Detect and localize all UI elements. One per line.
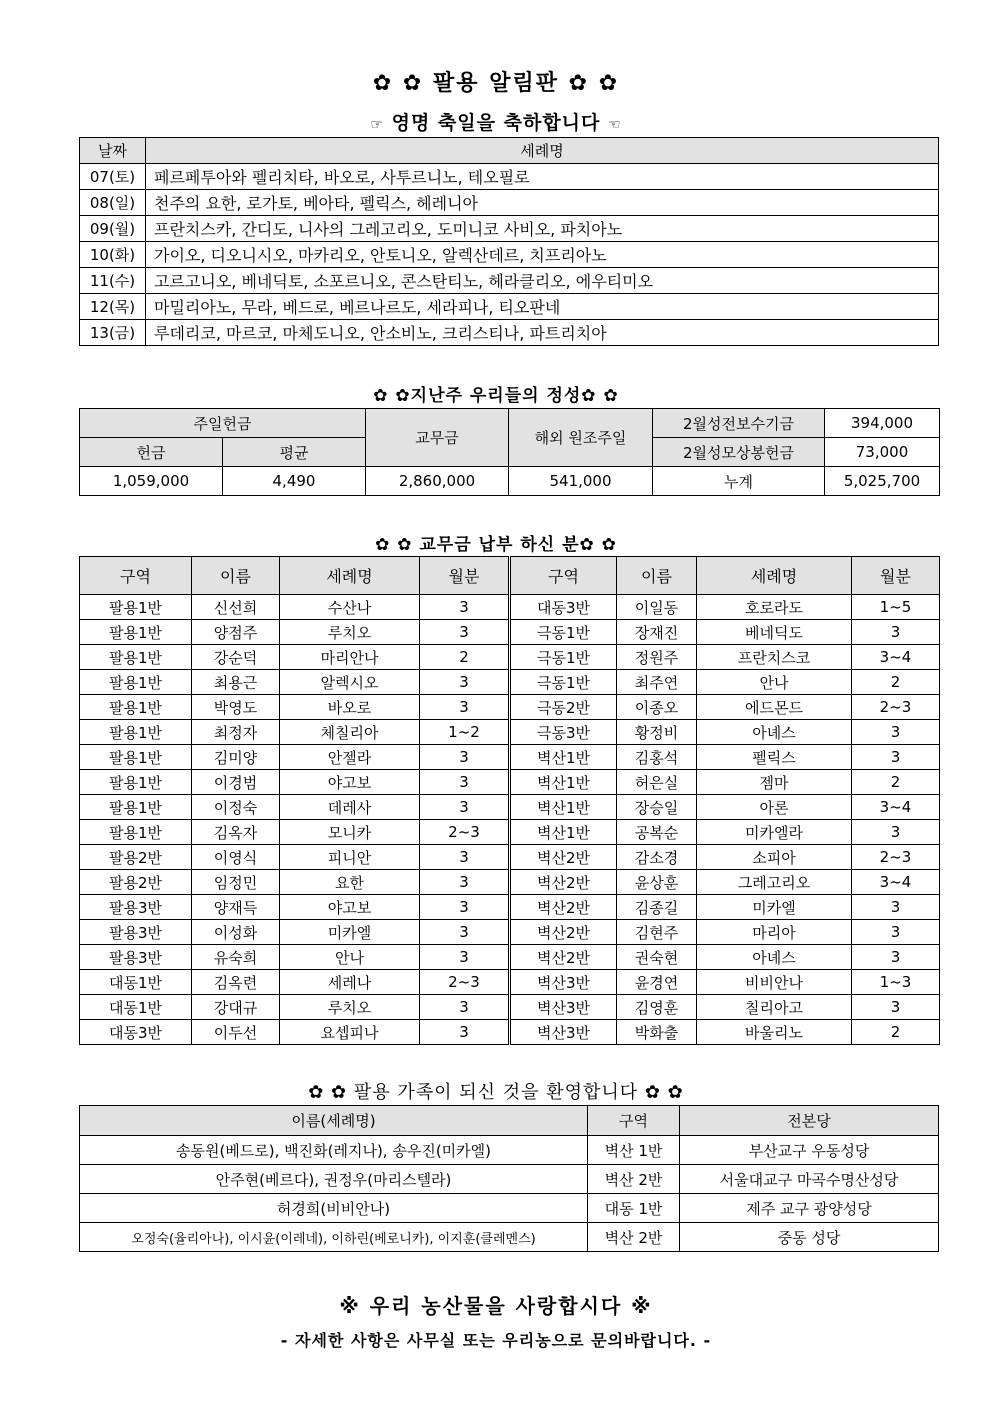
dues-row <box>80 995 940 1020</box>
dues-cell-month: 3 <box>852 720 940 745</box>
pointing-right-icon: ☞ <box>370 117 384 133</box>
dues-section-title: ✿ ✿ 교무금 납부 하신 분✿ ✿ <box>375 535 617 555</box>
dues-row <box>80 970 940 995</box>
dues-cell-month: 3 <box>420 995 510 1020</box>
parish-dues-value: 2,860,000 <box>366 467 509 496</box>
baptismal-name-header: 세례명 <box>146 138 939 164</box>
dues-cell-month: 2~3 <box>420 970 510 995</box>
feast-subtitle-text: 영명 축일을 축하합니다 <box>391 112 601 134</box>
dues-cell-month: 1~2 <box>420 720 510 745</box>
fund1-label: 2월성전보수기금 <box>653 409 825 438</box>
dues-cell-baptismal-name: 알렉시오 <box>280 670 420 695</box>
dues-cell-month: 2~3 <box>420 820 510 845</box>
dues-cell-baptismal-name: 마리안나 <box>280 645 420 670</box>
dues-cell-name: 허은실 <box>617 770 697 795</box>
dues-cell-zone: 팔용3반 <box>80 895 192 920</box>
dues-cell-baptismal-name: 그레고리오 <box>697 870 852 895</box>
dues-header-month: 월분 <box>852 557 940 595</box>
dues-cell-zone: 대동1반 <box>80 995 192 1020</box>
average-value: 4,490 <box>223 467 366 496</box>
dues-cell-zone: 팔용1반 <box>80 795 192 820</box>
dues-cell-month: 3 <box>420 745 510 770</box>
dues-cell-baptismal-name: 루치오 <box>280 995 420 1020</box>
dues-header-baptismal-name: 세례명 <box>697 557 852 595</box>
dues-cell-zone: 팔용1반 <box>80 670 192 695</box>
dues-cell-zone: 팔용3반 <box>80 945 192 970</box>
dues-cell-zone: 극동1반 <box>510 645 617 670</box>
dues-cell-month: 3 <box>420 870 510 895</box>
dues-table-header <box>80 557 940 595</box>
dues-row <box>80 870 940 895</box>
dues-cell-month: 1~3 <box>852 970 940 995</box>
dues-cell-month: 3 <box>420 595 510 620</box>
total-value: 5,025,700 <box>825 467 940 496</box>
feast-date: 07(토) <box>80 164 146 190</box>
dues-table <box>79 556 940 1045</box>
dues-cell-zone: 팔용1반 <box>80 645 192 670</box>
dues-cell-zone: 벽산2반 <box>510 920 617 945</box>
dues-cell-zone: 벽산3반 <box>510 970 617 995</box>
dues-header-name: 이름 <box>617 557 697 595</box>
dues-cell-baptismal-name: 마리아 <box>697 920 852 945</box>
dues-cell-name: 장재진 <box>617 620 697 645</box>
dues-cell-name: 윤상훈 <box>617 870 697 895</box>
welcome-table-header <box>80 1106 939 1136</box>
dues-cell-month: 2 <box>852 1020 940 1045</box>
dues-cell-zone: 벽산1반 <box>510 795 617 820</box>
dues-cell-baptismal-name: 소피아 <box>697 845 852 870</box>
dues-cell-name: 김미양 <box>192 745 280 770</box>
parish-dues-label: 교무금 <box>366 409 509 467</box>
dues-cell-month: 3 <box>420 920 510 945</box>
dues-cell-baptismal-name: 데레사 <box>280 795 420 820</box>
dues-cell-month: 2~3 <box>852 695 940 720</box>
dues-header-baptismal-name: 세례명 <box>280 557 420 595</box>
dues-cell-month: 3 <box>852 745 940 770</box>
dues-cell-zone: 극동1반 <box>510 620 617 645</box>
dues-cell-name: 최정자 <box>192 720 280 745</box>
dues-cell-zone: 팔용1반 <box>80 720 192 745</box>
feast-table <box>79 137 939 346</box>
dues-row <box>80 920 940 945</box>
dues-cell-baptismal-name: 야고보 <box>280 895 420 920</box>
dues-cell-month: 3 <box>852 820 940 845</box>
dues-cell-name: 황정비 <box>617 720 697 745</box>
dues-cell-baptismal-name: 안나 <box>280 945 420 970</box>
dues-row <box>80 670 940 695</box>
feast-date: 09(월) <box>80 216 146 242</box>
dues-cell-zone: 팔용1반 <box>80 695 192 720</box>
dues-cell-baptismal-name: 미카엘 <box>280 920 420 945</box>
dues-cell-baptismal-name: 베네딕도 <box>697 620 852 645</box>
dues-cell-baptismal-name: 비비안나 <box>697 970 852 995</box>
dues-row <box>80 745 940 770</box>
dues-cell-zone: 극동3반 <box>510 720 617 745</box>
dues-cell-zone: 극동2반 <box>510 695 617 720</box>
dues-cell-zone: 팔용1반 <box>80 620 192 645</box>
dues-cell-name: 김현주 <box>617 920 697 945</box>
dues-cell-zone: 대동1반 <box>80 970 192 995</box>
dues-cell-month: 3~4 <box>852 645 940 670</box>
dues-cell-zone: 대동3반 <box>510 595 617 620</box>
welcome-prev-parish-header: 전본당 <box>680 1106 939 1136</box>
dues-cell-baptismal-name: 야고보 <box>280 770 420 795</box>
dues-row <box>80 620 940 645</box>
fund1-value: 394,000 <box>825 409 940 438</box>
dues-cell-month: 3~4 <box>852 870 940 895</box>
dues-cell-name: 윤경연 <box>617 970 697 995</box>
feast-row <box>80 190 939 216</box>
welcome-row <box>80 1194 939 1223</box>
fund2-value: 73,000 <box>825 438 940 467</box>
dues-row <box>80 820 940 845</box>
fund2-label: 2월성모상봉헌금 <box>653 438 825 467</box>
dues-cell-baptismal-name: 아녜스 <box>697 945 852 970</box>
welcome-row <box>80 1223 939 1252</box>
welcome-names-header: 이름(세례명) <box>80 1106 588 1136</box>
dues-cell-zone: 팔용2반 <box>80 845 192 870</box>
dues-cell-baptismal-name: 호로라도 <box>697 595 852 620</box>
dues-cell-month: 3 <box>852 945 940 970</box>
dues-cell-baptismal-name: 수산나 <box>280 595 420 620</box>
welcome-cell-names: 허경희(비비안나) <box>80 1194 588 1223</box>
dues-cell-baptismal-name: 아론 <box>697 795 852 820</box>
dues-cell-month: 3 <box>852 620 940 645</box>
dues-header-name: 이름 <box>192 557 280 595</box>
dues-cell-zone: 벽산1반 <box>510 770 617 795</box>
dues-cell-baptismal-name: 바오로 <box>280 695 420 720</box>
dues-cell-baptismal-name: 세레나 <box>280 970 420 995</box>
welcome-cell-names: 오정숙(율리아나), 이시윤(이레네), 이하린(베로니카), 이지훈(클레멘스) <box>80 1223 588 1252</box>
welcome-cell-prev: 서울대교구 마곡수명산성당 <box>680 1165 939 1194</box>
dues-cell-name: 이두선 <box>192 1020 280 1045</box>
welcome-row <box>80 1136 939 1165</box>
welcome-cell-names: 송동원(베드로), 백진화(레지나), 송우진(미카엘) <box>80 1136 588 1165</box>
feast-date: 11(수) <box>80 268 146 294</box>
dues-cell-name: 이영식 <box>192 845 280 870</box>
welcome-cell-zone: 벽산 1반 <box>588 1136 680 1165</box>
dues-cell-month: 2 <box>420 645 510 670</box>
dues-row <box>80 645 940 670</box>
dues-cell-name: 신선희 <box>192 595 280 620</box>
dues-cell-month: 3~4 <box>852 795 940 820</box>
dues-cell-zone: 벽산3반 <box>510 1020 617 1045</box>
sunday-offering-label: 주일헌금 <box>80 409 366 438</box>
feast-date: 08(일) <box>80 190 146 216</box>
dues-cell-name: 감소경 <box>617 845 697 870</box>
welcome-cell-prev: 제주 교구 광양성당 <box>680 1194 939 1223</box>
welcome-cell-prev: 중동 성당 <box>680 1223 939 1252</box>
dues-cell-baptismal-name: 칠리아고 <box>697 995 852 1020</box>
feast-names: 천주의 요한, 로가토, 베아타, 펠릭스, 헤레니아 <box>146 190 939 216</box>
welcome-cell-prev: 부산교구 우동성당 <box>680 1136 939 1165</box>
dues-cell-baptismal-name: 안젤라 <box>280 745 420 770</box>
dues-cell-name: 장승일 <box>617 795 697 820</box>
offering-section-title: ✿ ✿지난주 우리들의 정성✿ ✿ <box>373 386 619 406</box>
welcome-cell-zone: 대동 1반 <box>588 1194 680 1223</box>
dues-cell-zone: 벽산1반 <box>510 745 617 770</box>
dues-cell-name: 이종오 <box>617 695 697 720</box>
dues-row <box>80 720 940 745</box>
feast-names: 프란치스카, 간디도, 니사의 그레고리오, 도미니코 사비오, 파치아노 <box>146 216 939 242</box>
dues-cell-name: 박영도 <box>192 695 280 720</box>
dues-cell-zone: 벽산2반 <box>510 870 617 895</box>
cash-label: 헌금 <box>80 438 223 467</box>
feast-row <box>80 268 939 294</box>
dues-cell-baptismal-name: 에드몬드 <box>697 695 852 720</box>
dues-cell-baptismal-name: 체칠리아 <box>280 720 420 745</box>
dues-row <box>80 695 940 720</box>
dues-cell-month: 2 <box>852 670 940 695</box>
welcome-cell-zone: 벽산 2반 <box>588 1165 680 1194</box>
dues-cell-month: 2 <box>852 770 940 795</box>
dues-cell-name: 권숙현 <box>617 945 697 970</box>
dues-cell-baptismal-name: 루치오 <box>280 620 420 645</box>
feast-date: 12(목) <box>80 294 146 320</box>
dues-cell-name: 공복순 <box>617 820 697 845</box>
feast-names: 루데리코, 마르코, 마체도니오, 안소비노, 크리스티나, 파트리치아 <box>146 320 939 346</box>
footer-note: - 자세한 사항은 사무실 또는 우리농으로 문의바랍니다. - <box>280 1331 712 1350</box>
feast-date: 13(금) <box>80 320 146 346</box>
dues-cell-zone: 팔용3반 <box>80 920 192 945</box>
dues-cell-zone: 대동3반 <box>80 1020 192 1045</box>
dues-cell-name: 이정숙 <box>192 795 280 820</box>
dues-cell-baptismal-name: 미카엘 <box>697 895 852 920</box>
footer-slogan: ※ 우리 농산물을 사랑합시다 ※ <box>339 1294 653 1318</box>
dues-cell-baptismal-name: 모니카 <box>280 820 420 845</box>
dues-cell-zone: 팔용1반 <box>80 595 192 620</box>
dues-cell-month: 3 <box>420 620 510 645</box>
dues-cell-month: 3 <box>420 845 510 870</box>
average-label: 평균 <box>223 438 366 467</box>
dues-cell-zone: 팔용1반 <box>80 745 192 770</box>
dues-cell-month: 3 <box>420 945 510 970</box>
dues-cell-month: 3 <box>420 770 510 795</box>
dues-cell-zone: 벽산2반 <box>510 895 617 920</box>
dues-cell-baptismal-name: 바울리노 <box>697 1020 852 1045</box>
welcome-cell-zone: 벽산 2반 <box>588 1223 680 1252</box>
dues-header-month: 월분 <box>420 557 510 595</box>
feast-names: 마밀리아노, 무라, 베드로, 베르나르도, 세라피나, 티오판네 <box>146 294 939 320</box>
dues-cell-zone: 벽산1반 <box>510 820 617 845</box>
total-label: 누계 <box>653 467 825 496</box>
dues-header-zone: 구역 <box>80 557 192 595</box>
dues-cell-zone: 극동1반 <box>510 670 617 695</box>
dues-cell-name: 임정민 <box>192 870 280 895</box>
dues-cell-name: 최주연 <box>617 670 697 695</box>
dues-cell-baptismal-name: 안나 <box>697 670 852 695</box>
feast-date: 10(화) <box>80 242 146 268</box>
dues-cell-zone: 벽산3반 <box>510 995 617 1020</box>
dues-cell-name: 강대규 <box>192 995 280 1020</box>
dues-header-zone: 구역 <box>510 557 617 595</box>
overseas-aid-value: 541,000 <box>509 467 653 496</box>
dues-cell-month: 3 <box>420 670 510 695</box>
dues-cell-baptismal-name: 미카엘라 <box>697 820 852 845</box>
date-header: 날짜 <box>80 138 146 164</box>
dues-cell-month: 3 <box>852 895 940 920</box>
dues-cell-month: 1~5 <box>852 595 940 620</box>
feast-row <box>80 320 939 346</box>
feast-names: 고르고니오, 베네딕토, 소포르니오, 콘스탄티노, 헤라클리오, 에우티미오 <box>146 268 939 294</box>
dues-row <box>80 945 940 970</box>
dues-row <box>80 1020 940 1045</box>
pointing-left-icon: ☜ <box>608 117 622 133</box>
dues-row <box>80 845 940 870</box>
dues-cell-name: 이일동 <box>617 595 697 620</box>
feast-row <box>80 242 939 268</box>
welcome-cell-names: 안주현(베르다), 권정우(마리스텔라) <box>80 1165 588 1194</box>
overseas-aid-label: 해외 원조주일 <box>509 409 653 467</box>
dues-cell-name: 김영훈 <box>617 995 697 1020</box>
dues-cell-name: 정원주 <box>617 645 697 670</box>
dues-cell-month: 3 <box>852 995 940 1020</box>
dues-cell-zone: 벽산2반 <box>510 845 617 870</box>
feast-names: 가이오, 디오니시오, 마카리오, 안토니오, 알렉산데르, 치프리아노 <box>146 242 939 268</box>
dues-cell-baptismal-name: 아녜스 <box>697 720 852 745</box>
feast-row <box>80 294 939 320</box>
dues-cell-month: 2~3 <box>852 845 940 870</box>
dues-cell-name: 양점주 <box>192 620 280 645</box>
dues-cell-month: 3 <box>420 895 510 920</box>
dues-cell-baptismal-name: 피니안 <box>280 845 420 870</box>
dues-cell-month: 3 <box>420 1020 510 1045</box>
welcome-zone-header: 구역 <box>588 1106 680 1136</box>
welcome-row <box>80 1165 939 1194</box>
dues-cell-baptismal-name: 프란치스코 <box>697 645 852 670</box>
offering-table <box>79 408 940 496</box>
dues-cell-name: 김옥련 <box>192 970 280 995</box>
dues-cell-baptismal-name: 요셉피나 <box>280 1020 420 1045</box>
dues-cell-month: 3 <box>420 695 510 720</box>
page-title: ✿ ✿ 팔용 알림판 ✿ ✿ <box>372 71 620 96</box>
dues-row <box>80 795 940 820</box>
dues-cell-zone: 팔용1반 <box>80 820 192 845</box>
welcome-table <box>79 1105 939 1252</box>
dues-cell-baptismal-name: 젬마 <box>697 770 852 795</box>
dues-cell-name: 박화출 <box>617 1020 697 1045</box>
dues-cell-name: 김홍석 <box>617 745 697 770</box>
dues-cell-zone: 팔용2반 <box>80 870 192 895</box>
welcome-section-title: ✿ ✿ 팔용 가족이 되신 것을 환영합니다 ✿ ✿ <box>308 1082 684 1103</box>
feast-row <box>80 164 939 190</box>
dues-cell-name: 최용근 <box>192 670 280 695</box>
dues-cell-baptismal-name: 펠릭스 <box>697 745 852 770</box>
dues-cell-name: 김옥자 <box>192 820 280 845</box>
feast-row <box>80 216 939 242</box>
dues-cell-zone: 벽산2반 <box>510 945 617 970</box>
cash-value: 1,059,000 <box>80 467 223 496</box>
feast-table-header <box>80 138 939 164</box>
dues-row <box>80 595 940 620</box>
feast-subtitle <box>0 108 992 135</box>
dues-cell-zone: 팔용1반 <box>80 770 192 795</box>
dues-row <box>80 770 940 795</box>
dues-row <box>80 895 940 920</box>
dues-cell-name: 강순덕 <box>192 645 280 670</box>
dues-cell-name: 양재득 <box>192 895 280 920</box>
dues-cell-month: 3 <box>852 920 940 945</box>
dues-cell-baptismal-name: 요한 <box>280 870 420 895</box>
dues-cell-name: 이경범 <box>192 770 280 795</box>
dues-cell-month: 3 <box>420 795 510 820</box>
dues-cell-name: 김종길 <box>617 895 697 920</box>
feast-names: 페르페투아와 펠리치타, 바오로, 사투르니노, 테오필로 <box>146 164 939 190</box>
dues-cell-name: 유숙희 <box>192 945 280 970</box>
dues-cell-name: 이성화 <box>192 920 280 945</box>
